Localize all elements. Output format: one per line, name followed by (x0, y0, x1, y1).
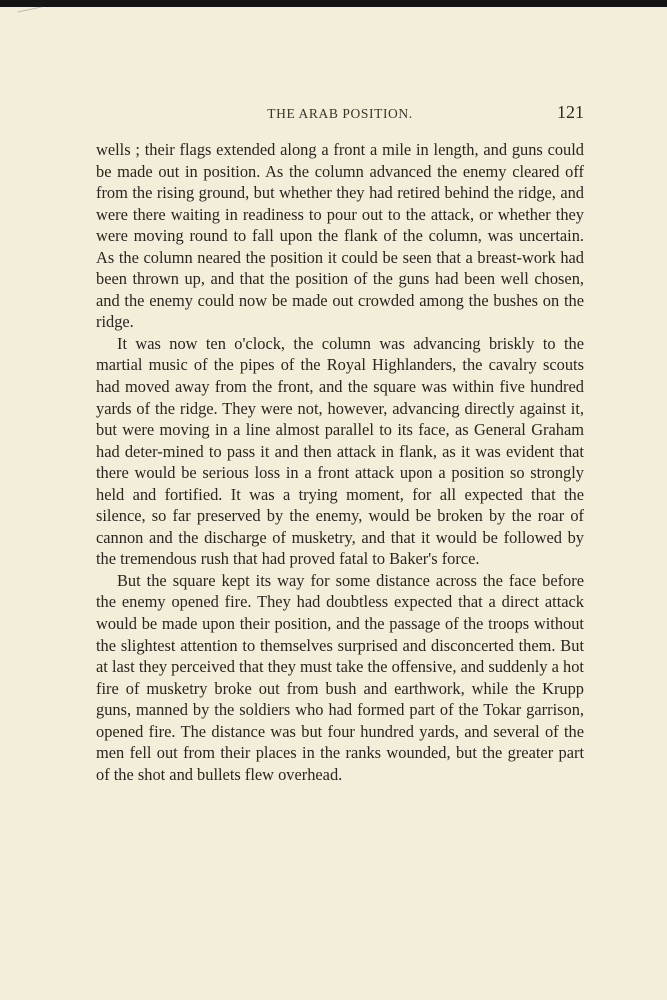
page-number: 121 (557, 102, 584, 122)
paragraph: wells ; their flags extended along a front a mile in length, and guns could be made out in position. As the column advanced the enemy cleared off from the rising ground, but whether they had retired behind the ridge, and were there waiting in readiness to pour out to the attack, or whether they were moving round to fall upon the flank of the column, was uncertain. As the column neared the position it could be seen that a breast-work had been thrown up, and that the position of the guns had been well chosen, and the enemy could now be made out crowded among the bushes on the ridge. (96, 140, 584, 332)
paragraph: It was now ten o'clock, the column was advancing briskly to the martial music of the pipes of the Royal Highlanders, the cavalry scouts had moved away from the front, and the square was within five hundred yards of the ridge. They were not, however, advancing directly against it, but were moving in a line almost parallel to its face, as General Graham had deter-mined to pass it and then attack in flank, as it was evident that there would be serious loss in a front attack upon a position so strongly held and fortified. It was a trying moment, for all expected that the silence, so far preserved by the enemy, would be broken by the roar of cannon and the discharge of musketry, and that it would be followed by the tremendous rush that had proved fatal to Baker's force. (96, 333, 584, 569)
top-border (0, 0, 667, 7)
body-text (96, 139, 584, 785)
page-header (96, 98, 584, 126)
corner-scratch (18, 7, 43, 17)
paragraph: But the square kept its way for some distance across the face before the enemy opened fire. They had doubtless expected that a direct attack would be made upon their position, and the passage of the troops without the slightest attention to themselves surprised and disconcerted them. But at last they perceived that they must take the offensive, and suddenly a hot fire of musketry broke out from bush and earthwork, while the Krupp guns, manned by the soldiers who had formed part of the Tokar garrison, opened fire. The distance was but four hundred yards, and several of the men fell out from their places in the ranks wounded, but the greater part of the shot and bullets flew overhead. (96, 570, 584, 784)
running-head: THE ARAB POSITION. (267, 106, 413, 121)
